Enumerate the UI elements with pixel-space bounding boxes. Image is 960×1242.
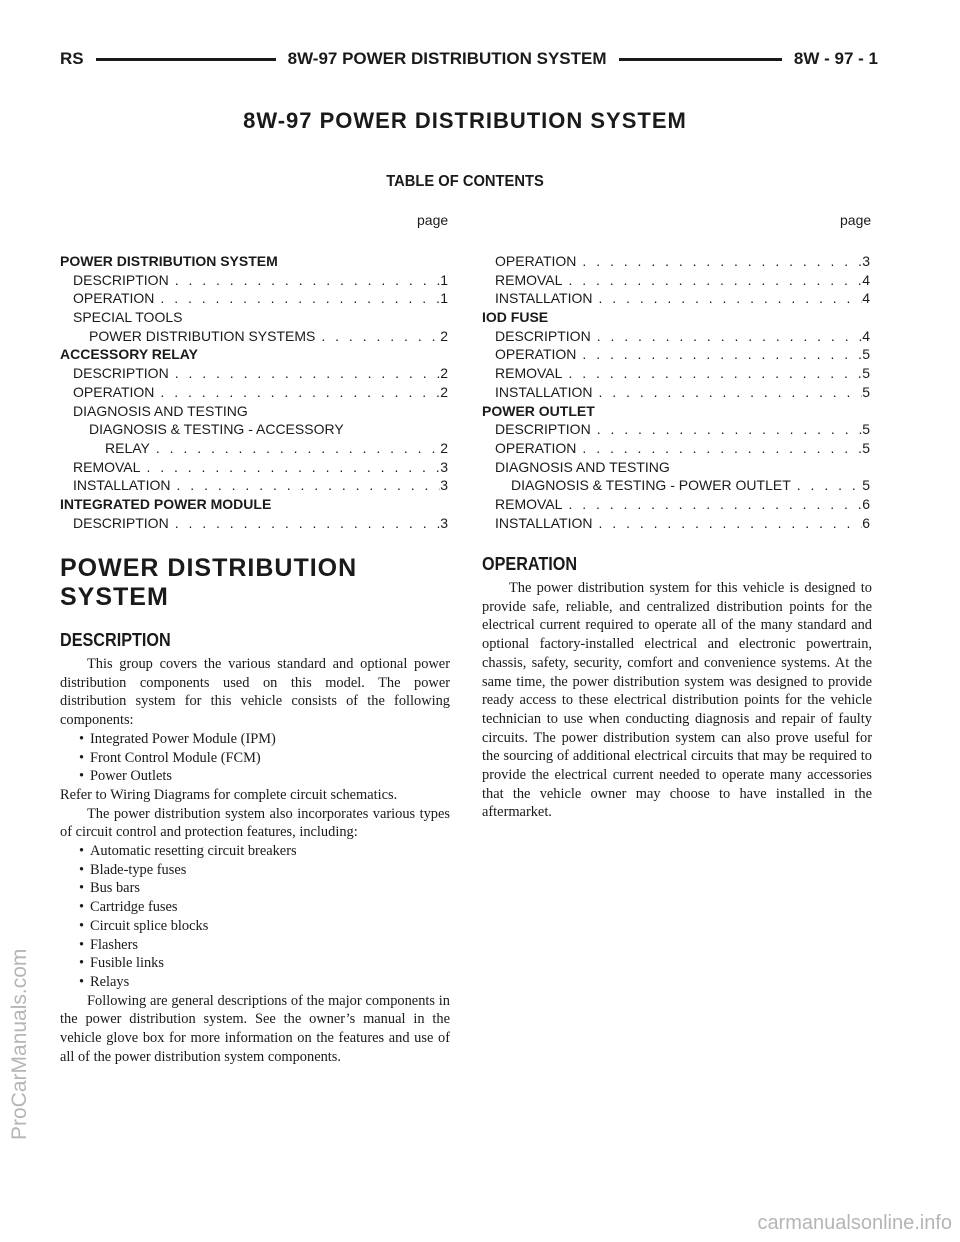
toc-entry[interactable]: INTEGRATED POWER MODULE bbox=[60, 495, 272, 512]
toc-entry[interactable]: INSTALLATION . . . 4 bbox=[482, 289, 870, 308]
description-heading: DESCRIPTION bbox=[60, 630, 171, 650]
left-body-column bbox=[60, 554, 450, 1066]
right-body-column bbox=[482, 554, 872, 822]
list-item: • Front Control Module (FCM) bbox=[90, 749, 450, 768]
list-item: • Flashers bbox=[90, 936, 450, 955]
toc-entry[interactable]: DIAGNOSIS AND TESTING bbox=[495, 458, 670, 475]
description-paragraph: This group covers the various standard and optional power distribution components used on this model. The power distribution system for this vehicle consists of the following components: bbox=[60, 656, 450, 729]
toc-entry[interactable]: DESCRIPTION . . . 1 bbox=[60, 271, 448, 290]
toc-entry[interactable]: OPERATION . . . 1 bbox=[60, 289, 448, 308]
toc-page-label-right: page bbox=[840, 212, 872, 228]
list-item: • Fusible links bbox=[90, 954, 450, 973]
toc-entry[interactable]: REMOVAL . . . 4 bbox=[482, 271, 870, 290]
toc-entry[interactable]: REMOVAL . . . 5 bbox=[482, 364, 870, 383]
page-header bbox=[60, 47, 878, 71]
operation-heading: OPERATION bbox=[482, 554, 578, 574]
header-right: 8W - 97 - 1 bbox=[793, 49, 878, 68]
document-title: 8W-97 POWER DISTRIBUTION SYSTEM bbox=[243, 108, 687, 133]
list-item: • Bus bars bbox=[90, 879, 450, 898]
operation-paragraph: The power distribution system for this vehicle is designed to provide safe, reliable, and centralized distribution points for the electrical current required to operate all of the many standard and optional factory-installed electrical and electronic powertrain, chassis, safety, security, comfort and convenience systems. At the same time, the power distribution system was designed to provide ready access to these electrical distribution points for the vehicle technician to use when conducting diagnosis and repair of faulty circuits. The power distribution system can also prove useful for the sourcing of additional electrical circuits that may be required to provide the electrical current needed to operate many accessories that the vehicle owner may choose to have installed in the aftermarket. bbox=[482, 580, 872, 821]
toc-entry[interactable]: RELAY . . . 2 bbox=[60, 439, 448, 458]
toc-entry[interactable]: DIAGNOSIS & TESTING - ACCESSORY bbox=[89, 421, 344, 438]
toc-heading: TABLE OF CONTENTS bbox=[386, 173, 544, 190]
description-paragraph: Refer to Wiring Diagrams for complete circuit schematics. bbox=[60, 786, 398, 803]
toc-entry[interactable]: INSTALLATION . . . 5 bbox=[482, 383, 870, 402]
toc-entry[interactable]: REMOVAL . . . 6 bbox=[482, 495, 870, 514]
toc-entry[interactable]: REMOVAL . . . 3 bbox=[60, 458, 448, 477]
list-item: • Automatic resetting circuit breakers bbox=[90, 842, 450, 861]
header-center: 8W-97 POWER DISTRIBUTION SYSTEM bbox=[287, 49, 607, 68]
toc-entry[interactable]: ACCESSORY RELAY bbox=[60, 346, 198, 363]
list-item: • Integrated Power Module (IPM) bbox=[90, 730, 450, 749]
toc-entry[interactable]: DESCRIPTION . . . 5 bbox=[482, 420, 870, 439]
list-item: • Relays bbox=[90, 973, 450, 992]
feature-list bbox=[60, 842, 450, 992]
toc-entry[interactable]: DESCRIPTION . . . 2 bbox=[60, 364, 448, 383]
list-item: • Circuit splice blocks bbox=[90, 917, 450, 936]
toc-entry[interactable]: IOD FUSE bbox=[482, 309, 549, 326]
toc-page-label-left: page bbox=[417, 212, 449, 228]
toc-entry[interactable]: DIAGNOSIS & TESTING - POWER OUTLET . . . 5 bbox=[482, 476, 870, 495]
footer-watermark: carmanualsonline.info bbox=[757, 1212, 952, 1234]
toc-entry[interactable]: DESCRIPTION . . . 3 bbox=[60, 514, 448, 533]
toc-entry[interactable]: INSTALLATION . . . 6 bbox=[482, 514, 870, 533]
header-left: RS bbox=[60, 49, 84, 68]
toc-entry[interactable]: OPERATION . . . 5 bbox=[482, 439, 870, 458]
header-rule bbox=[619, 58, 782, 61]
list-item: • Blade-type fuses bbox=[90, 861, 450, 880]
section-title: POWER DISTRIBUTION SYSTEM bbox=[60, 554, 358, 611]
component-list bbox=[60, 730, 450, 786]
list-item: • Cartridge fuses bbox=[90, 898, 450, 917]
toc-entry[interactable]: POWER DISTRIBUTION SYSTEM bbox=[60, 253, 278, 269]
toc-entry[interactable]: SPECIAL TOOLS bbox=[73, 309, 183, 326]
toc-left-column bbox=[60, 252, 448, 532]
description-paragraph: Following are general descriptions of the major components in the power distribution system. See the owner’s manual in the vehicle glove box for more information on the features and use of all of the power distribution system components. bbox=[60, 992, 450, 1065]
list-item: • Power Outlets bbox=[90, 767, 450, 786]
header-rule bbox=[96, 58, 276, 61]
side-watermark: ProCarManuals.com bbox=[8, 948, 31, 1140]
description-paragraph: The power distribution system also incorporates various types of circuit control and protection features, including: bbox=[60, 805, 450, 841]
toc-entry[interactable]: DESCRIPTION . . . 4 bbox=[482, 327, 870, 346]
toc-entry[interactable]: DIAGNOSIS AND TESTING bbox=[73, 402, 248, 419]
toc-entry[interactable]: OPERATION . . . 5 bbox=[482, 345, 870, 364]
toc-entry[interactable]: POWER DISTRIBUTION SYSTEMS . . . 2 bbox=[60, 327, 448, 346]
toc-entry[interactable]: OPERATION . . . 3 bbox=[482, 252, 870, 271]
toc-right-column bbox=[482, 252, 870, 532]
toc-entry[interactable]: POWER OUTLET bbox=[482, 402, 595, 419]
toc-entry[interactable]: INSTALLATION . . . 3 bbox=[60, 476, 448, 495]
toc-entry[interactable]: OPERATION . . . 2 bbox=[60, 383, 448, 402]
